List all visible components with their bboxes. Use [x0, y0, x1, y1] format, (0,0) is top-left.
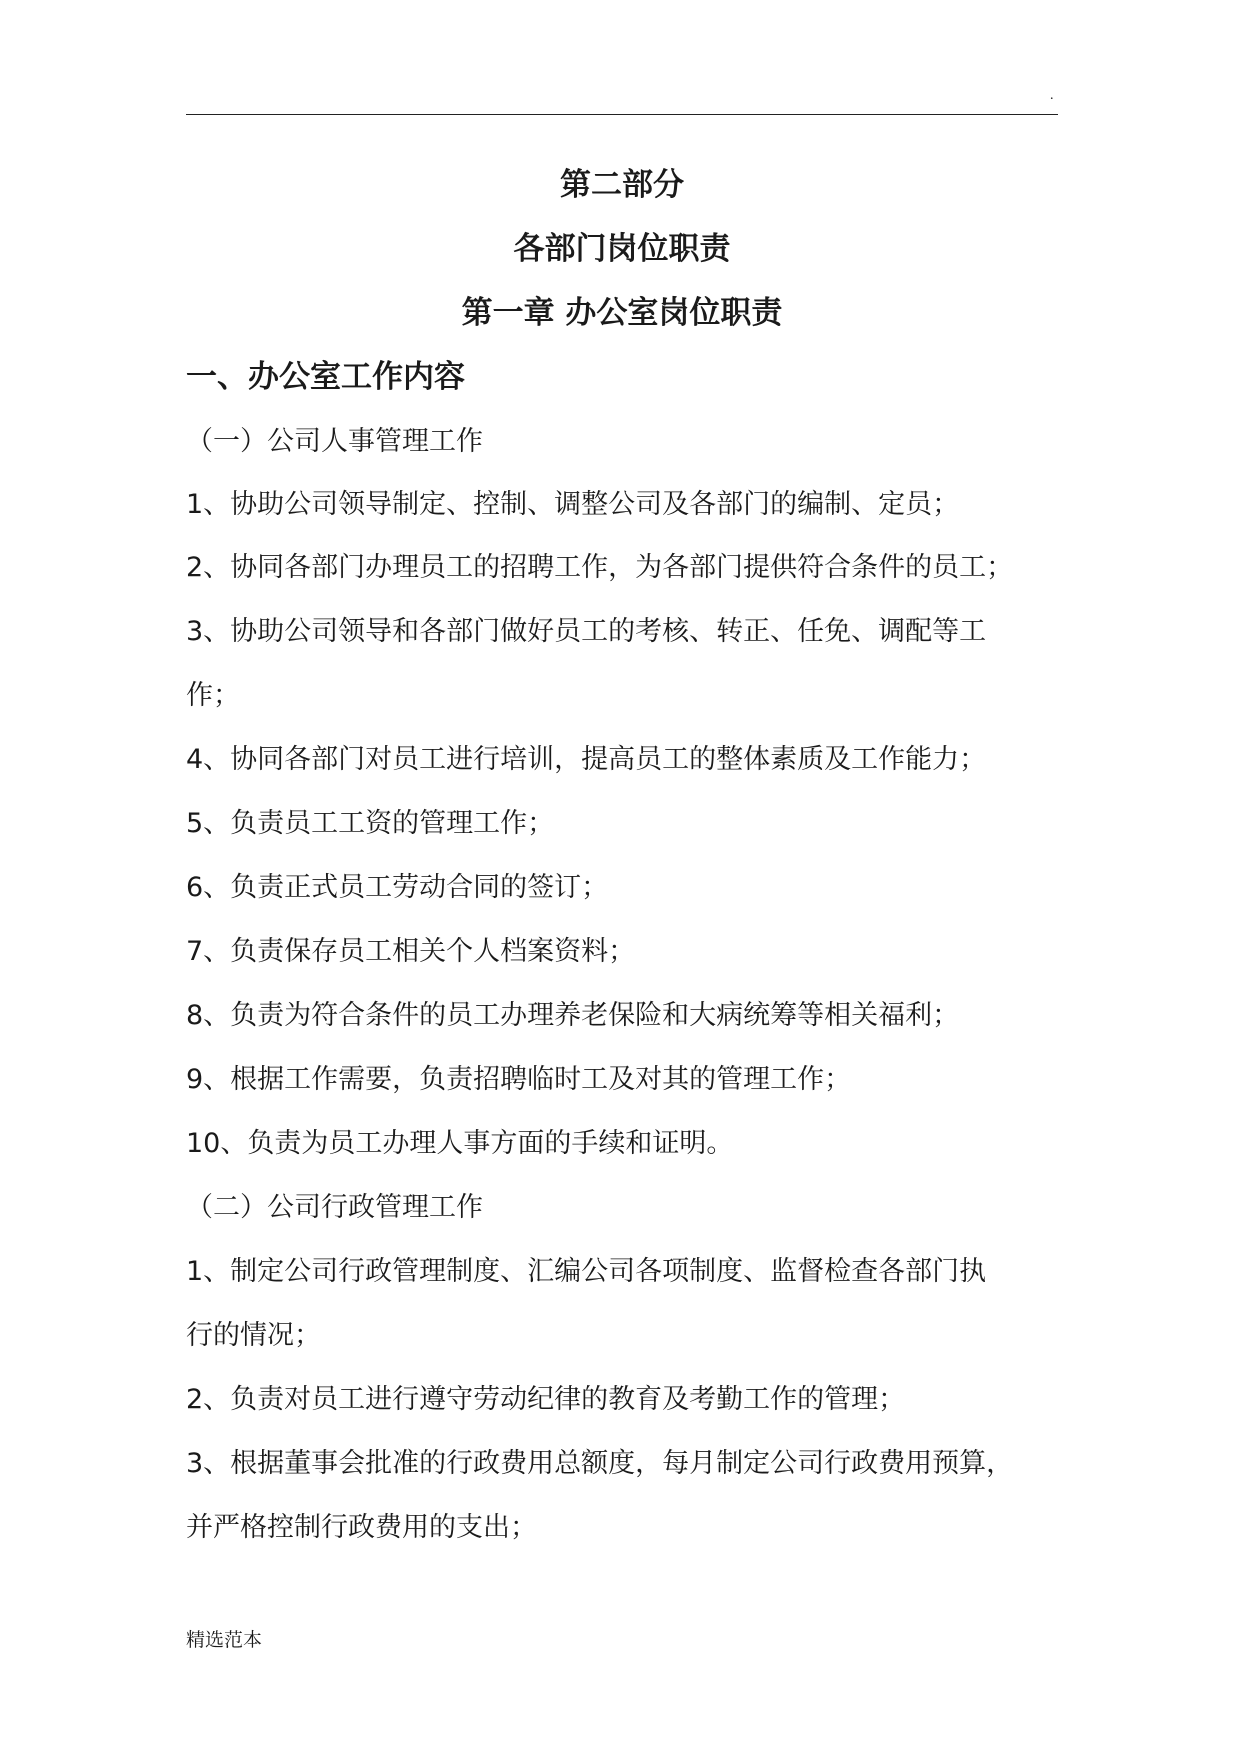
list-item: 5、负责员工工资的管理工作；	[186, 808, 555, 839]
list-item: 8、负责为符合条件的员工办理养老保险和大病统筹等相关福利；	[186, 1000, 960, 1031]
footer-text: 精选范本	[186, 1629, 263, 1651]
list-item-continuation: 并严格控制行政费用的支出；	[186, 1512, 537, 1543]
header-rule	[186, 114, 1058, 115]
list-item: 1、制定公司行政管理制度、汇编公司各项制度、监督检查各部门执	[186, 1256, 987, 1287]
header-mark: .	[1050, 88, 1054, 103]
subsection-heading: （二）公司行政管理工作	[186, 1192, 483, 1223]
list-item: 7、负责保存员工相关个人档案资料；	[186, 936, 636, 967]
list-item-continuation: 行的情况；	[186, 1320, 321, 1351]
subsection-heading: （一）公司人事管理工作	[186, 426, 483, 457]
list-item: 3、协助公司领导和各部门做好员工的考核、转正、任免、调配等工	[186, 616, 987, 647]
section-title: 各部门岗位职责	[513, 231, 731, 267]
chapter-title: 第一章 办公室岗位职责	[461, 295, 783, 331]
list-item: 1、协助公司领导制定、控制、调整公司及各部门的编制、定员；	[186, 489, 960, 520]
list-item: 2、负责对员工进行遵守劳动纪律的教育及考勤工作的管理；	[186, 1384, 906, 1415]
list-item-continuation: 作；	[186, 680, 240, 711]
list-item: 3、根据董事会批准的行政费用总额度，每月制定公司行政费用预算，	[186, 1448, 1014, 1479]
part-title: 第二部分	[560, 167, 684, 203]
section-heading: 一、办公室工作内容	[186, 359, 465, 395]
list-item: 6、负责正式员工劳动合同的签订；	[186, 872, 609, 903]
list-item: 4、协同各部门对员工进行培训，提高员工的整体素质及工作能力；	[186, 744, 987, 775]
list-item: 10、负责为员工办理人事方面的手续和证明。	[186, 1128, 734, 1159]
list-item: 2、协同各部门办理员工的招聘工作，为各部门提供符合条件的员工；	[186, 552, 1014, 583]
list-item: 9、根据工作需要，负责招聘临时工及对其的管理工作；	[186, 1064, 852, 1095]
